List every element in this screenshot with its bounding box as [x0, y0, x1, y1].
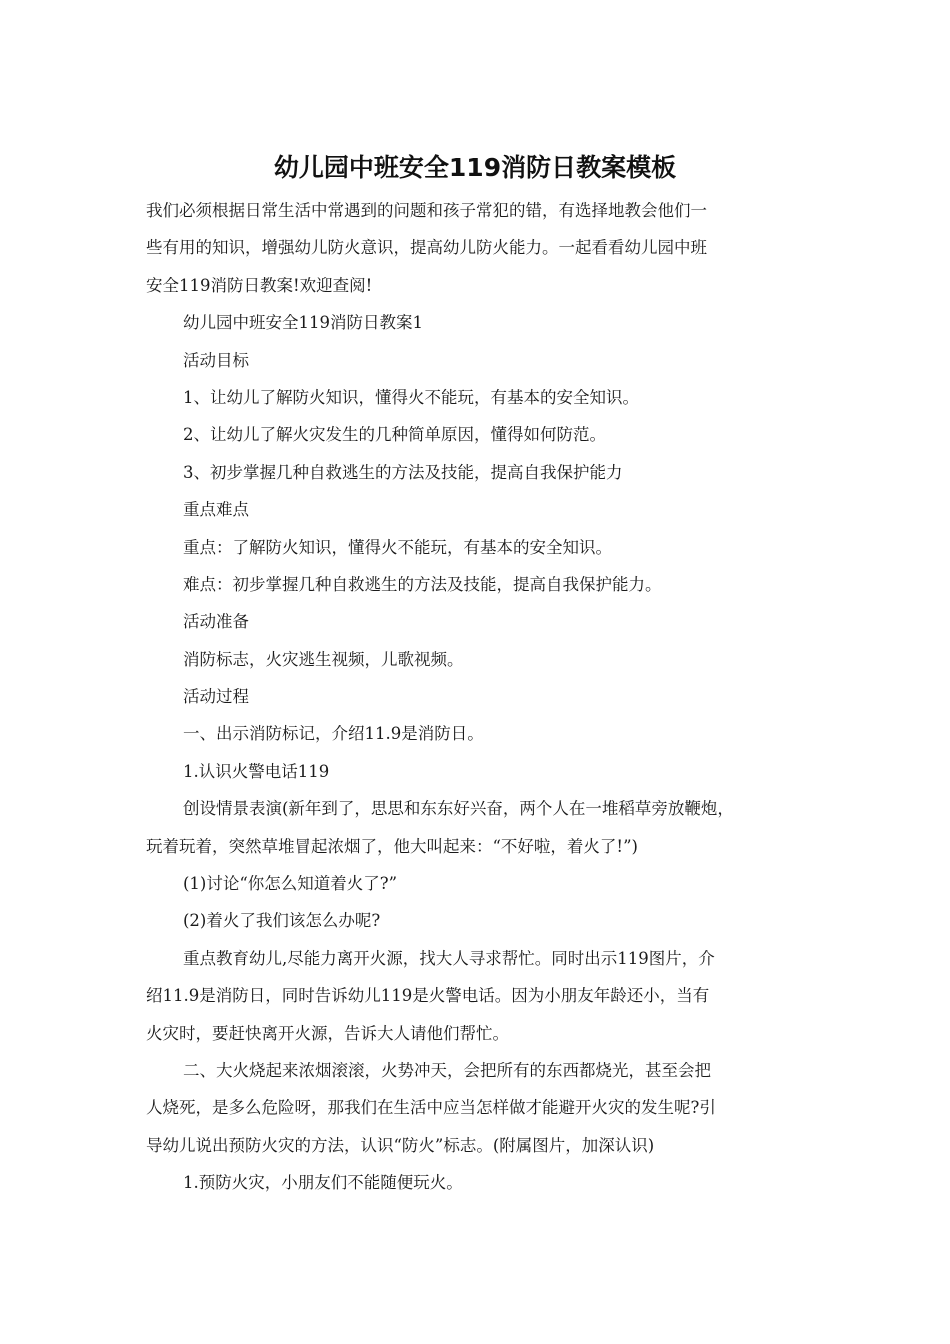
text-line: 1.预防火灾，小朋友们不能随便玩火。 — [183, 1173, 463, 1193]
text-line: 玩着玩着，突然草堆冒起浓烟了，他大叫起来：“不好啦，着火了!”) — [146, 836, 638, 856]
text-line: 活动过程 — [183, 687, 249, 707]
text-line: 重点：了解防火知识，懂得火不能玩，有基本的安全知识。 — [183, 537, 612, 557]
text-line: 二、大火烧起来浓烟滚滚，火势冲天，会把所有的东西都烧光，甚至会把 — [183, 1060, 711, 1080]
text-line: 一、出示消防标记，介绍11.9是消防日。 — [183, 724, 484, 744]
document-title: 幼儿园中班安全119消防日教案模板 — [273, 153, 677, 182]
text-line: 活动准备 — [183, 612, 249, 632]
text-line: 重点教育幼儿,尽能力离开火源，找大人寻求帮忙。同时出示119图片，介 — [183, 948, 715, 968]
text-line: (1)讨论“你怎么知道着火了?” — [183, 874, 398, 894]
text-line: 幼儿园中班安全119消防日教案1 — [183, 313, 423, 333]
text-line: 难点：初步掌握几种自救逃生的方法及技能，提高自我保护能力。 — [183, 574, 662, 594]
text-line: 创设情景表演(新年到了，思思和东东好兴奋，两个人在一堆稻草旁放鞭炮， — [183, 799, 734, 819]
text-line: 绍11.9是消防日，同时告诉幼儿119是火警电话。因为小朋友年龄还小，当有 — [146, 986, 710, 1006]
text-line: (2)着火了我们该怎么办呢? — [183, 911, 381, 931]
text-line: 2、让幼儿了解火灾发生的几种简单原因，懂得如何防范。 — [183, 425, 606, 445]
text-line: 导幼儿说出预防火灾的方法，认识“防火”标志。(附属图片，加深认识) — [146, 1135, 655, 1155]
text-line: 1.认识火警电话119 — [183, 761, 330, 781]
text-line: 活动目标 — [183, 350, 249, 370]
text-line: 消防标志，火灾逃生视频，儿歌视频。 — [183, 649, 464, 669]
text-line: 人烧死，是多么危险呀，那我们在生活中应当怎样做才能避开火灾的发生呢?引 — [146, 1098, 716, 1118]
text-line: 些有用的知识，增强幼儿防火意识，提高幼儿防火能力。一起看看幼儿园中班 — [146, 238, 707, 258]
text-line: 重点难点 — [183, 500, 249, 520]
text-line: 安全119消防日教案!欢迎查阅! — [146, 275, 373, 295]
text-line: 火灾时，要赶快离开火源，告诉大人请他们帮忙。 — [146, 1023, 509, 1043]
text-line: 1、让幼儿了解防火知识，懂得火不能玩，有基本的安全知识。 — [183, 387, 639, 407]
text-line: 我们必须根据日常生活中常遇到的问题和孩子常犯的错，有选择地教会他们一 — [146, 201, 707, 220]
document-body — [146, 192, 806, 1202]
text-line: 3、初步掌握几种自救逃生的方法及技能，提高自我保护能力 — [183, 462, 623, 482]
